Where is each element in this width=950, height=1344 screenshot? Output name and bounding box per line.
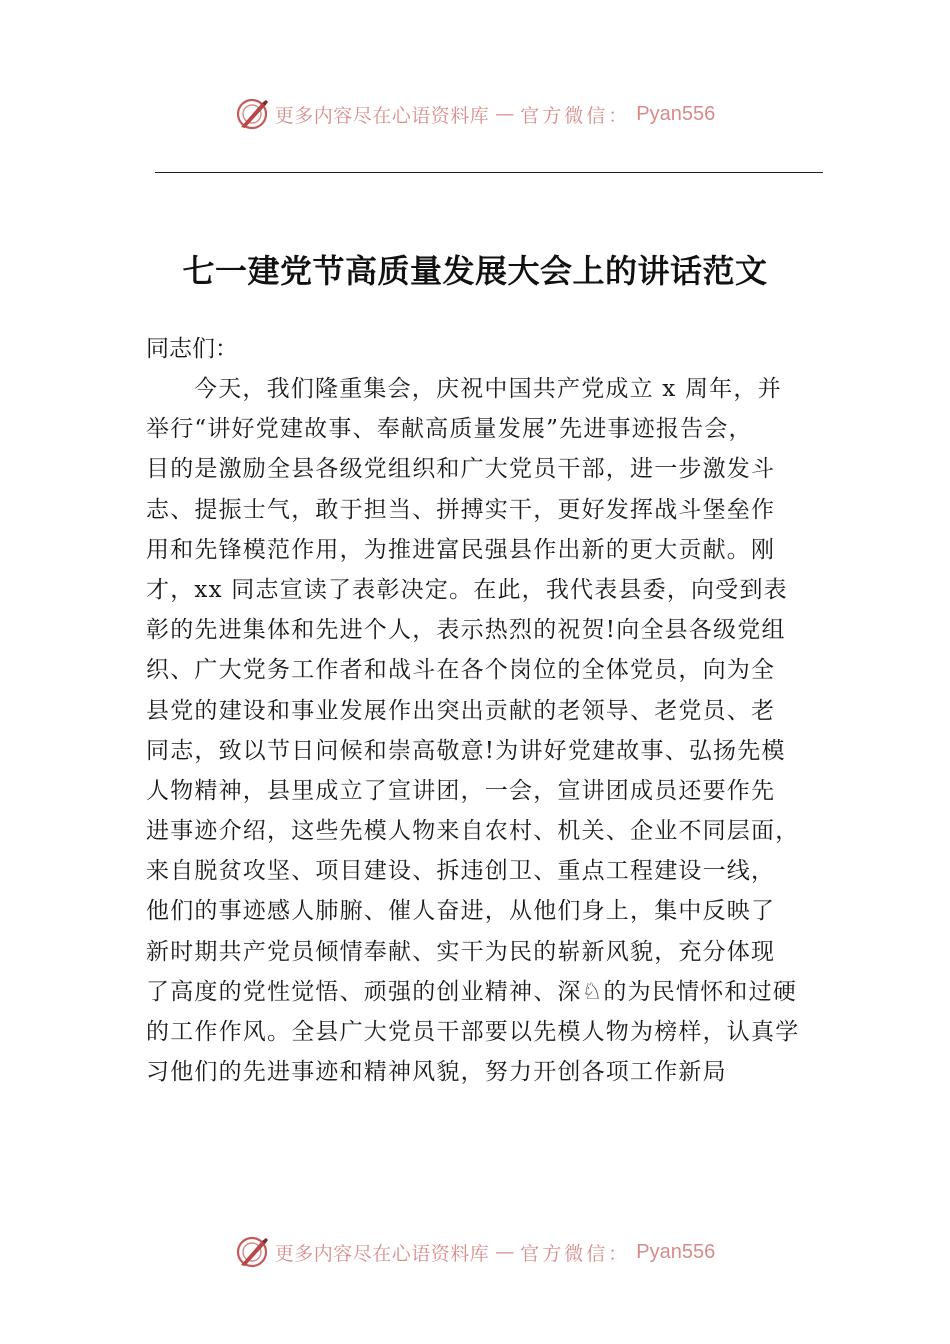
paragraph-line: 彰的先进集体和先进个人，表示热烈的祝贺!向全县各级党组 [146, 617, 786, 644]
paragraph-line: 举行“讲好党建故事、奉献高质量发展”先进事迹报告会， [146, 416, 753, 443]
header-banner [0, 92, 950, 136]
salutation: 同志们： [146, 336, 238, 362]
paragraph-line: 同志，致以节日问候和崇高敬意!为讲好党建故事、弘扬先模 [146, 737, 786, 764]
header-wechat-id: Pyan556 [636, 102, 716, 125]
paragraph-line: 他们的事迹感人肺腑、催人奋进，从他们身上，集中反映了 [146, 898, 776, 925]
footer-wechat-label: 官方微信： [520, 1242, 631, 1265]
paragraph-line: 人物精神，县里成立了宣讲团，一会，宣讲团成员还要作先 [146, 777, 776, 804]
paragraph-line: 的工作作风。全县广大党员干部要以先模人物为榜样，认真学 [146, 1019, 800, 1045]
paragraph-line: 用和先锋模范作用，为推进富民强县作出新的更大贡献。刚 [146, 536, 776, 563]
header-divider [155, 172, 823, 173]
document-title: 七一建党节高质量发展大会上的讲话范文 [182, 252, 768, 290]
paragraph-line: 织、广大党务工作者和战斗在各个岗位的全体党员，向为全 [146, 657, 776, 684]
header-brand-text: 更多内容尽在心语资料库 [274, 104, 490, 127]
header-separator: — [495, 103, 515, 125]
paragraph-line: 进事迹介绍，这些先模人物来自农村、机关、企业不同层面， [146, 818, 800, 845]
paragraph-line: 新时期共产党员倾情奉献、实干为民的崭新风貌，充分体现 [146, 938, 776, 965]
footer-separator: — [495, 1241, 515, 1263]
footer-brand-text: 更多内容尽在心语资料库 [274, 1242, 490, 1265]
paragraph-line: 县党的建设和事业发展作出突出贡献的老领导、老党员、老 [146, 697, 776, 724]
pen-seal-logo-icon [235, 1235, 269, 1269]
paragraph-line: 志、提振士气，敢于担当、拼搏实干，更好发挥战斗堡垒作 [146, 496, 776, 523]
paragraph-line: 今天，我们隆重集会，庆祝中国共产党成立 x 周年，并 [194, 376, 782, 402]
body-paragraph [146, 369, 826, 1092]
footer-wechat-id: Pyan556 [636, 1240, 716, 1263]
pen-seal-logo-icon [235, 97, 269, 131]
paragraph-line: 了高度的党性觉悟、顽强的创业精神、深♘的为民情怀和过硬 [146, 978, 798, 1005]
paragraph-line: 来自脱贫攻坚、项目建设、拆违创卫、重点工程建设一线， [146, 858, 776, 885]
paragraph-line: 习他们的先进事迹和精神风貌，努力开创各项工作新局 [146, 1059, 727, 1086]
paragraph-line: 才，xx 同志宣读了表彰决定。在此，我代表县委，向受到表 [146, 576, 788, 603]
paragraph-line: 目的是激励全县各级党组织和广大党员干部，进一步激发斗 [146, 456, 776, 483]
footer-banner [0, 1230, 950, 1274]
header-wechat-label: 官方微信： [520, 104, 631, 127]
